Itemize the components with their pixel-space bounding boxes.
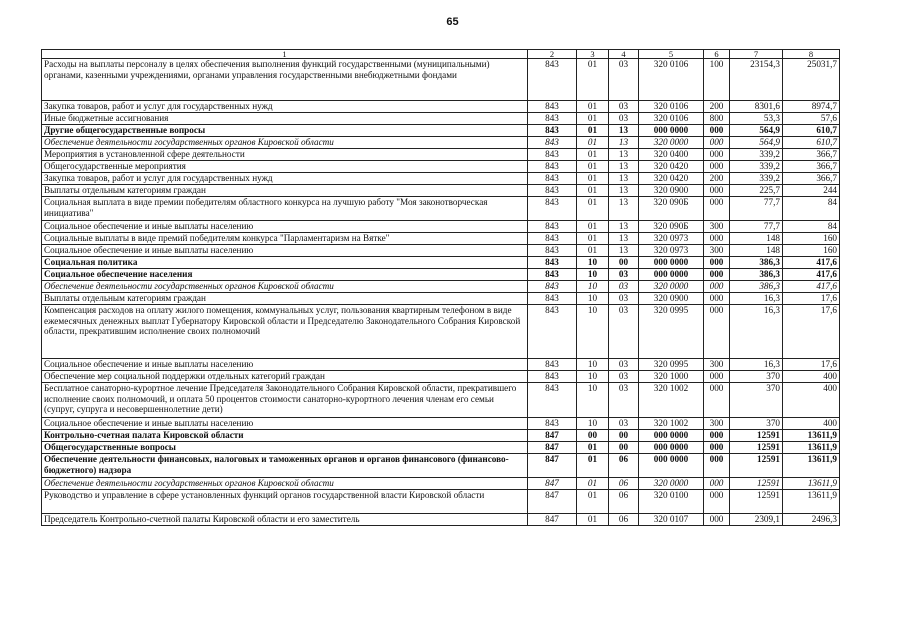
row-name-cell: Закупка товаров, работ и услуг для государственных нужд [42, 101, 528, 113]
row-name-cell: Социальное обеспечение и иные выплаты населению [42, 418, 528, 430]
page-number: 65 [446, 16, 459, 28]
row-name-cell: Иные бюджетные ассигнования [42, 113, 528, 125]
row-amount-1: 148 [730, 233, 783, 245]
row-expense-type: 000 [704, 293, 730, 305]
row-department-code: 847 [528, 454, 577, 478]
row-amount-1: 77,7 [730, 221, 783, 233]
row-name-cell: Расходы на выплаты персоналу в целях обеспечения выполнения функций государственными (муниципальными) органами, казенными учреждениями, органами управления государственными внебюджетными фондами [42, 59, 528, 101]
header-row [42, 50, 840, 59]
table-row [42, 269, 840, 281]
row-target-article: 320 0400 [639, 149, 704, 161]
row-name-cell: Выплаты отдельным категориям граждан [42, 185, 528, 197]
row-department-code: 843 [528, 59, 577, 101]
row-subsection-code: 13 [609, 149, 639, 161]
table-row [42, 137, 840, 149]
row-section-code: 10 [577, 269, 609, 281]
row-amount-1: 386,3 [730, 269, 783, 281]
row-expense-type: 300 [704, 418, 730, 430]
row-target-article: 000 0000 [639, 125, 704, 137]
row-subsection-code: 03 [609, 293, 639, 305]
row-subsection-code: 13 [609, 221, 639, 233]
row-amount-2: 244 [783, 185, 840, 197]
row-target-article: 000 0000 [639, 430, 704, 442]
row-department-code: 847 [528, 514, 577, 526]
row-amount-2: 13611,9 [783, 430, 840, 442]
row-amount-1: 16,3 [730, 359, 783, 371]
row-department-code: 843 [528, 137, 577, 149]
header-cell: 3 [577, 50, 609, 59]
table-row [42, 490, 840, 514]
row-section-code: 10 [577, 371, 609, 383]
row-name-cell: Социальное обеспечение и иные выплаты населению [42, 221, 528, 233]
row-amount-2: 84 [783, 197, 840, 221]
row-amount-2: 610,7 [783, 125, 840, 137]
row-name-cell: Социальная политика [42, 257, 528, 269]
row-target-article: 000 0000 [639, 269, 704, 281]
row-section-code: 01 [577, 478, 609, 490]
row-expense-type: 000 [704, 257, 730, 269]
row-amount-2: 366,7 [783, 149, 840, 161]
row-subsection-code: 03 [609, 305, 639, 359]
row-expense-type: 000 [704, 490, 730, 514]
row-subsection-code: 03 [609, 371, 639, 383]
row-target-article: 320 0107 [639, 514, 704, 526]
row-target-article: 320 0100 [639, 490, 704, 514]
row-department-code: 843 [528, 149, 577, 161]
row-expense-type: 000 [704, 371, 730, 383]
row-amount-1: 386,3 [730, 257, 783, 269]
header-cell: 5 [639, 50, 704, 59]
row-subsection-code: 03 [609, 101, 639, 113]
row-expense-type: 000 [704, 305, 730, 359]
row-section-code: 10 [577, 281, 609, 293]
row-amount-2: 2496,3 [783, 514, 840, 526]
row-amount-1: 12591 [730, 478, 783, 490]
header-cell: 8 [783, 50, 840, 59]
row-amount-2: 8974,7 [783, 101, 840, 113]
row-target-article: 320 090Б [639, 221, 704, 233]
row-department-code: 843 [528, 245, 577, 257]
row-expense-type: 300 [704, 359, 730, 371]
row-target-article: 320 0995 [639, 359, 704, 371]
row-amount-2: 400 [783, 383, 840, 418]
table-row [42, 478, 840, 490]
row-amount-2: 57,6 [783, 113, 840, 125]
row-section-code: 01 [577, 101, 609, 113]
row-expense-type: 000 [704, 161, 730, 173]
table-row [42, 454, 840, 478]
row-target-article: 000 0000 [639, 442, 704, 454]
row-name-cell: Обеспечение деятельности государственных органов Кировской области [42, 137, 528, 149]
row-amount-2: 366,7 [783, 161, 840, 173]
row-name-cell: Закупка товаров, работ и услуг для государственных нужд [42, 173, 528, 185]
row-section-code: 10 [577, 418, 609, 430]
row-department-code: 847 [528, 490, 577, 514]
row-target-article: 320 0106 [639, 101, 704, 113]
row-name-cell: Обеспечение деятельности финансовых, налоговых и таможенных органов и органов финансового (финансово-бюджетного) надзора [42, 454, 528, 478]
row-amount-1: 12591 [730, 442, 783, 454]
row-amount-1: 339,2 [730, 161, 783, 173]
row-target-article: 000 0000 [639, 257, 704, 269]
row-target-article: 320 0000 [639, 137, 704, 149]
row-section-code: 01 [577, 113, 609, 125]
row-expense-type: 200 [704, 173, 730, 185]
row-target-article: 320 0420 [639, 173, 704, 185]
row-amount-1: 370 [730, 383, 783, 418]
row-target-article: 320 1000 [639, 371, 704, 383]
row-expense-type: 000 [704, 269, 730, 281]
row-subsection-code: 13 [609, 245, 639, 257]
row-amount-1: 2309,1 [730, 514, 783, 526]
row-amount-2: 160 [783, 245, 840, 257]
row-expense-type: 000 [704, 197, 730, 221]
row-amount-1: 16,3 [730, 293, 783, 305]
table-row [42, 293, 840, 305]
row-name-cell: Мероприятия в установленной сфере деятельности [42, 149, 528, 161]
row-department-code: 843 [528, 281, 577, 293]
row-expense-type: 000 [704, 125, 730, 137]
row-subsection-code: 13 [609, 185, 639, 197]
row-expense-type: 000 [704, 478, 730, 490]
row-department-code: 843 [528, 101, 577, 113]
row-amount-2: 417,6 [783, 257, 840, 269]
row-amount-2: 25031,7 [783, 59, 840, 101]
row-amount-2: 417,6 [783, 269, 840, 281]
row-amount-2: 366,7 [783, 173, 840, 185]
row-amount-2: 13611,9 [783, 454, 840, 478]
table-row [42, 101, 840, 113]
row-amount-1: 386,3 [730, 281, 783, 293]
row-amount-1: 339,2 [730, 173, 783, 185]
row-section-code: 01 [577, 245, 609, 257]
row-subsection-code: 13 [609, 197, 639, 221]
row-name-cell: Председатель Контрольно-счетной палаты Кировской области и его заместитель [42, 514, 528, 526]
row-amount-2: 84 [783, 221, 840, 233]
table-row [42, 59, 840, 101]
row-section-code: 01 [577, 59, 609, 101]
row-amount-2: 17,6 [783, 359, 840, 371]
row-target-article: 320 0900 [639, 185, 704, 197]
row-amount-1: 370 [730, 418, 783, 430]
row-section-code: 01 [577, 442, 609, 454]
header-cell: 1 [42, 50, 528, 59]
row-subsection-code: 06 [609, 514, 639, 526]
row-subsection-code: 00 [609, 442, 639, 454]
header-cell: 2 [528, 50, 577, 59]
table-row [42, 197, 840, 221]
row-section-code: 01 [577, 197, 609, 221]
row-amount-1: 77,7 [730, 197, 783, 221]
row-subsection-code: 03 [609, 383, 639, 418]
row-name-cell: Социальная выплата в виде премии победителям областного конкурса на лучшую работу "Моя законотворческая инициатива" [42, 197, 528, 221]
row-expense-type: 000 [704, 281, 730, 293]
row-name-cell: Социальные выплаты в виде премий победителям конкурса "Парламентаризм на Вятке" [42, 233, 528, 245]
row-department-code: 843 [528, 371, 577, 383]
row-amount-1: 12591 [730, 430, 783, 442]
row-name-cell: Другие общегосударственные вопросы [42, 125, 528, 137]
row-name-cell: Социальное обеспечение и иные выплаты населению [42, 359, 528, 371]
row-section-code: 01 [577, 137, 609, 149]
table-row [42, 442, 840, 454]
row-section-code: 01 [577, 125, 609, 137]
table-row [42, 221, 840, 233]
row-name-cell: Компенсация расходов на оплату жилого помещения, коммунальных услуг, пользования квартирным телефоном в виде ежемесячных денежных выплат Губернатору Кировской области и Председателю Законодательного Собрания Кировской области, прекратившим исполнение своих полномочий [42, 305, 528, 359]
row-department-code: 843 [528, 233, 577, 245]
row-target-article: 320 0000 [639, 281, 704, 293]
row-target-article: 320 0900 [639, 293, 704, 305]
row-name-cell: Выплаты отдельным категориям граждан [42, 293, 528, 305]
row-department-code: 843 [528, 173, 577, 185]
row-amount-2: 13611,9 [783, 478, 840, 490]
row-subsection-code: 03 [609, 269, 639, 281]
row-subsection-code: 13 [609, 173, 639, 185]
row-expense-type: 000 [704, 514, 730, 526]
table-row [42, 245, 840, 257]
row-expense-type: 300 [704, 221, 730, 233]
row-department-code: 843 [528, 383, 577, 418]
row-amount-1: 339,2 [730, 149, 783, 161]
row-section-code: 10 [577, 359, 609, 371]
row-target-article: 320 090Б [639, 197, 704, 221]
row-target-article: 320 0973 [639, 245, 704, 257]
row-amount-2: 17,6 [783, 293, 840, 305]
row-subsection-code: 13 [609, 125, 639, 137]
row-subsection-code: 03 [609, 59, 639, 101]
row-expense-type: 000 [704, 442, 730, 454]
row-section-code: 01 [577, 173, 609, 185]
row-amount-2: 400 [783, 418, 840, 430]
table-row [42, 125, 840, 137]
header-cell: 7 [730, 50, 783, 59]
row-section-code: 10 [577, 383, 609, 418]
row-subsection-code: 06 [609, 478, 639, 490]
row-department-code: 847 [528, 442, 577, 454]
row-target-article: 320 0420 [639, 161, 704, 173]
row-target-article: 320 0995 [639, 305, 704, 359]
header-cell: 6 [704, 50, 730, 59]
row-subsection-code: 13 [609, 233, 639, 245]
table-row [42, 149, 840, 161]
table-row [42, 173, 840, 185]
row-name-cell: Общегосударственные вопросы [42, 442, 528, 454]
row-amount-1: 564,9 [730, 137, 783, 149]
row-section-code: 01 [577, 221, 609, 233]
row-department-code: 843 [528, 197, 577, 221]
row-department-code: 843 [528, 161, 577, 173]
row-target-article: 320 0973 [639, 233, 704, 245]
row-subsection-code: 13 [609, 137, 639, 149]
row-amount-1: 370 [730, 371, 783, 383]
row-section-code: 01 [577, 233, 609, 245]
row-name-cell: Социальное обеспечение населения [42, 269, 528, 281]
row-expense-type: 000 [704, 233, 730, 245]
table-row [42, 161, 840, 173]
row-department-code: 843 [528, 359, 577, 371]
row-target-article: 320 0106 [639, 59, 704, 101]
row-expense-type: 000 [704, 383, 730, 418]
table-row [42, 383, 840, 418]
row-amount-2: 160 [783, 233, 840, 245]
row-amount-2: 13611,9 [783, 490, 840, 514]
row-department-code: 843 [528, 257, 577, 269]
row-target-article: 000 0000 [639, 454, 704, 478]
row-amount-2: 610,7 [783, 137, 840, 149]
row-department-code: 843 [528, 418, 577, 430]
row-subsection-code: 03 [609, 418, 639, 430]
row-name-cell: Общегосударственные мероприятия [42, 161, 528, 173]
row-amount-1: 53,3 [730, 113, 783, 125]
row-target-article: 320 1002 [639, 383, 704, 418]
row-expense-type: 000 [704, 430, 730, 442]
table-row [42, 514, 840, 526]
row-subsection-code: 13 [609, 161, 639, 173]
table-row [42, 257, 840, 269]
budget-table [41, 49, 840, 526]
row-name-cell: Бесплатное санаторно-курортное лечение Председателя Законодательного Собрания Кировской области, прекратившего исполнение своих полномочий, и оплата 50 процентов стоимости санаторно-курортного лечения членам его семьи (супруг, супруга и несовершеннолетние дети) [42, 383, 528, 418]
table-row [42, 233, 840, 245]
row-target-article: 320 0000 [639, 478, 704, 490]
row-section-code: 01 [577, 149, 609, 161]
row-section-code: 01 [577, 490, 609, 514]
row-department-code: 843 [528, 113, 577, 125]
row-section-code: 10 [577, 257, 609, 269]
row-subsection-code: 06 [609, 490, 639, 514]
row-section-code: 10 [577, 293, 609, 305]
row-name-cell: Руководство и управление в сфере установленных функций органов государственной власти Кировской области [42, 490, 528, 514]
row-amount-2: 17,6 [783, 305, 840, 359]
row-expense-type: 100 [704, 59, 730, 101]
row-amount-2: 400 [783, 371, 840, 383]
table-body [42, 50, 840, 526]
row-section-code: 01 [577, 514, 609, 526]
row-expense-type: 000 [704, 185, 730, 197]
row-expense-type: 000 [704, 149, 730, 161]
row-subsection-code: 03 [609, 281, 639, 293]
row-expense-type: 200 [704, 101, 730, 113]
row-department-code: 843 [528, 125, 577, 137]
row-expense-type: 800 [704, 113, 730, 125]
row-expense-type: 300 [704, 245, 730, 257]
row-subsection-code: 00 [609, 257, 639, 269]
row-name-cell: Обеспечение деятельности государственных органов Кировской области [42, 478, 528, 490]
row-department-code: 843 [528, 305, 577, 359]
table-row [42, 305, 840, 359]
row-subsection-code: 03 [609, 359, 639, 371]
row-amount-1: 8301,6 [730, 101, 783, 113]
row-target-article: 320 0106 [639, 113, 704, 125]
row-name-cell: Обеспечение деятельности государственных органов Кировской области [42, 281, 528, 293]
table-row [42, 371, 840, 383]
row-subsection-code: 06 [609, 454, 639, 478]
row-amount-1: 12591 [730, 490, 783, 514]
row-amount-1: 12591 [730, 454, 783, 478]
row-section-code: 01 [577, 185, 609, 197]
row-amount-2: 13611,9 [783, 442, 840, 454]
table-row [42, 185, 840, 197]
table-row [42, 113, 840, 125]
row-expense-type: 000 [704, 454, 730, 478]
row-amount-1: 148 [730, 245, 783, 257]
row-section-code: 01 [577, 454, 609, 478]
table-row [42, 359, 840, 371]
row-target-article: 320 1002 [639, 418, 704, 430]
row-amount-1: 225,7 [730, 185, 783, 197]
row-name-cell: Социальное обеспечение и иные выплаты населению [42, 245, 528, 257]
row-department-code: 847 [528, 430, 577, 442]
header-cell: 4 [609, 50, 639, 59]
row-department-code: 843 [528, 269, 577, 281]
row-section-code: 10 [577, 305, 609, 359]
row-department-code: 847 [528, 478, 577, 490]
row-subsection-code: 03 [609, 113, 639, 125]
row-expense-type: 000 [704, 137, 730, 149]
row-section-code: 01 [577, 161, 609, 173]
table-row [42, 430, 840, 442]
row-amount-1: 16,3 [730, 305, 783, 359]
table-row [42, 418, 840, 430]
row-department-code: 843 [528, 221, 577, 233]
row-department-code: 843 [528, 185, 577, 197]
row-department-code: 843 [528, 293, 577, 305]
row-name-cell: Обеспечение мер социальной поддержки отдельных категорий граждан [42, 371, 528, 383]
table-row [42, 281, 840, 293]
row-subsection-code: 00 [609, 430, 639, 442]
row-amount-2: 417,6 [783, 281, 840, 293]
row-name-cell: Контрольно-счетная палата Кировской области [42, 430, 528, 442]
row-amount-1: 23154,3 [730, 59, 783, 101]
row-section-code: 00 [577, 430, 609, 442]
row-amount-1: 564,9 [730, 125, 783, 137]
